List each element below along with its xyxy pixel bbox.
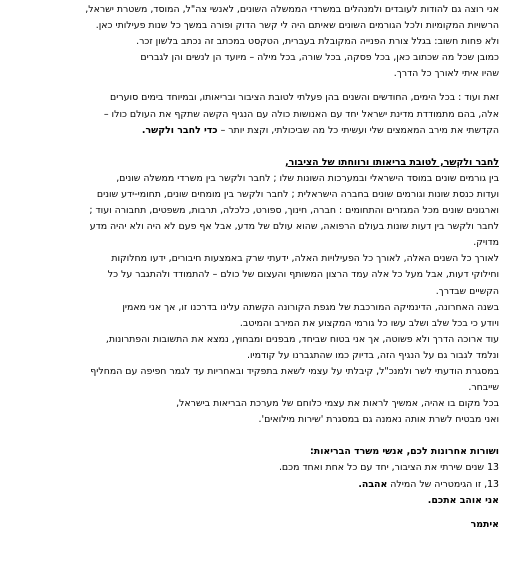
- paragraph-road: [6, 332, 499, 364]
- text-line: במסגרת הודעתי לשר ולמנכ"ל, קיבלתי על עצמי לשאת בתפקיד ובאחריות עד לגמר חפיפה עם המחליף: [90, 365, 499, 377]
- text-line: [6, 123, 499, 139]
- closing-line: 13 שנים שירתי את הציבור, יחד עם כל אחת ואחד מכם.: [278, 462, 499, 474]
- text-line: זאת ועוד : בכל הימים, החודשים והשנים בהן פעלתי לטובת הציבור ובריאותו, ובמיוחד בימים סוערים: [110, 92, 499, 104]
- text-line: לחבר ולקשר בין דעות שונות בעולם הרפואה, שהוא עולם של מדע, אבל אף פעם לא היה ולא יהיה מדע: [89, 221, 499, 233]
- text-line: שהיו איתי לאורך כל הדרך.: [393, 68, 499, 80]
- text-line: בין גורמים שונים במוסד הישראלי ובמערכות השונות שלו ; לחבר ולקשר בין משרדי ממשלה שונים,: [116, 172, 499, 184]
- closing-line: [6, 477, 499, 493]
- closing-line: אני אוהב אתכם.: [427, 494, 499, 506]
- signature: איתמר: [470, 518, 499, 530]
- text-line: אני רוצה גם להודות לעובדים ולמנהלים במשרדי הממשלה השונים, לאנשי צה"ל, המוסד, משטרת ישראל,: [85, 4, 499, 15]
- text-line: ועדות כנסת שונות וגורמים שונים בחברה הישראלית ; לחבר ולקשר בין מומחים שונים, תחומי-ידע שונים: [96, 188, 499, 200]
- text-bold: אהבה.: [358, 478, 388, 490]
- text-line: עוד ארוכה הדרך ולא פשוטה, אך אני בטוח שביחד, מבפנים ומבחוץ, נמצא את התשובות והפתרונות,: [105, 333, 499, 345]
- text-bold: כדי לחבר ולקשר.: [141, 124, 218, 136]
- text-line: ואני מבטיח לשרת אותה נאמנה גם במסגרת 'שירות מילואים'.: [258, 414, 499, 426]
- text-line: אלה, בהם מתמודדת מדינת ישראל יחד עם האנושות כולה עם הנגיף הקשה שתקף את העולם כולו –: [103, 108, 499, 120]
- text-line: לאורך כל השנים האלה, לאורך כל הפעילויות האלה, ידעתי שרק באמצעות חיבורים, ידעו מחלוקות: [111, 253, 499, 265]
- paragraph-thanks: [6, 2, 499, 82]
- text-line: מדויק.: [473, 237, 499, 249]
- text-line: ונלמד לגבור גם על הנגיף הזה, בדיוק כמו שהתגברנו על קודמיו.: [246, 349, 499, 361]
- text-normal: 13, זו הגימטריה של המילה: [387, 478, 499, 490]
- text-line: הקשיים שבדרך.: [435, 285, 499, 297]
- text-line: כמובן שכל מה שכתוב כאן, בכל פסקה, בכל שורה, בכל מילה – מיועד הן לנשים והן לגברים: [140, 52, 499, 64]
- paragraph-reserve: [6, 396, 499, 428]
- text-line: וארגונים שונים מכל המגזרים והתחומים : חברה, חינוך, ספורט, כלכלה, תרבות, משפטים, תחבורה ועוד ;: [89, 205, 499, 217]
- text-line: ויודע כי בכל שלב ושלב עשו כל גורמי המקצוע את המירב והמיטב.: [239, 317, 499, 329]
- section-heading-final: ושורות אחרונות לכם, אנשי משרד הבריאות:: [310, 446, 499, 458]
- paragraph-efforts: [6, 90, 499, 138]
- paragraph-handover: [6, 364, 499, 396]
- paragraph-years: [6, 251, 499, 299]
- text-line: שייבחר.: [468, 382, 499, 394]
- text-line: הרשויות המקומיות ולכל הגורמים השונים שאיתם היה לי קשר הדוק ופורה במשך כל שנות פעילותי כאן.: [95, 20, 499, 32]
- text-line: בשנה האחרונה, הדינמיקה המורכבת של מגפת הקורונה הקשתה עלינו בדרכנו זו, אך אני מאמין: [122, 301, 499, 313]
- section-heading-connect: לחבר ולקשר, לטובת בריאותו ורווחתו של הציבור,: [285, 156, 499, 168]
- text-normal: הקדשתי את מירב המאמצים שלי ועשיתי כל מה שביכולתי, וקצת יותר –: [217, 124, 499, 136]
- paragraph-corona: [6, 300, 499, 332]
- text-line: וחילוקי דעות, אבל מעל כל אלה עמד הרצון המשותף והעצום של כולם – להתמודד ולהתגבר על כל: [107, 269, 499, 281]
- text-line: ולא פחות חשוב: בגלל צורת הפנייה המקובלת בעברית, הטקסט במכתב זה נכתב בלשון זכר.: [136, 36, 499, 48]
- paragraph-connections: [6, 171, 499, 251]
- text-line: בכל מקום בו אהיה, אמשיך לראות את עצמי כלוחם של מערכת הבריאות בישראל,: [176, 398, 499, 410]
